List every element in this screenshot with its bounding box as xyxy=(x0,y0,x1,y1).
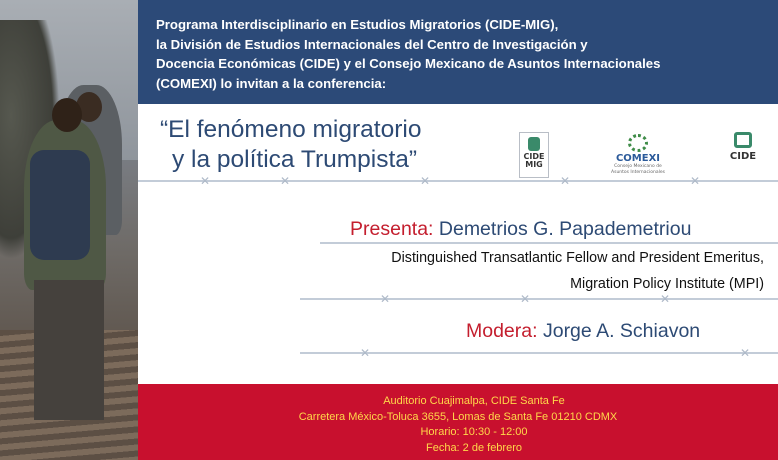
moderator-line xyxy=(466,320,700,343)
barb-icon: ✕ xyxy=(280,174,291,188)
cide-logo-text: CIDE xyxy=(729,151,757,162)
barbed-wire-decoration xyxy=(300,298,778,300)
speaker-label: Presenta: xyxy=(350,218,434,240)
barbed-wire-decoration xyxy=(138,180,778,182)
barb-icon: ✕ xyxy=(690,174,701,188)
barb-icon: ✕ xyxy=(380,292,391,306)
speaker-affiliation-line-2: Migration Policy Institute (MPI) xyxy=(570,276,764,292)
barb-icon: ✕ xyxy=(740,346,751,360)
header-line: (COMEXI) lo invitan a la conferencia: xyxy=(156,75,387,91)
title-line-2: y la política Trumpista” xyxy=(172,146,418,173)
photo-person-front-head xyxy=(52,98,82,132)
conference-title xyxy=(160,115,421,175)
header-line: Programa Interdisciplinario en Estudios Migratorios (CIDE-MIG), xyxy=(156,17,559,32)
schedule-text: Horario: 10:30 - 12:00 xyxy=(420,426,528,438)
title-line-1: “El fenómeno migratorio xyxy=(160,116,422,143)
invitation-header xyxy=(138,0,778,104)
barb-icon: ✕ xyxy=(560,174,571,188)
comexi-logo xyxy=(607,132,669,178)
barb-icon: ✕ xyxy=(660,292,671,306)
cide-logo-icon xyxy=(734,132,752,148)
venue-text: Auditorio Cuajimalpa, CIDE Santa Fe xyxy=(383,395,565,407)
cide-mig-logo-text-1: CIDE xyxy=(523,152,545,161)
header-line: la División de Estudios Internacionales del Centro de Investigación y xyxy=(156,36,588,52)
cide-mig-logo-icon xyxy=(528,137,540,151)
moderator-label: Modera: xyxy=(466,320,538,342)
moderator-name: Jorge A. Schiavon xyxy=(542,320,701,342)
speaker-affiliation-line-1: Distinguished Transatlantic Fellow and President Emeritus, xyxy=(391,250,764,266)
cide-mig-logo-text-2: MIG xyxy=(525,160,543,169)
photo-backpack xyxy=(30,150,90,260)
date-text: Fecha: 2 de febrero xyxy=(425,441,522,454)
barb-icon: ✕ xyxy=(420,174,431,188)
comexi-logo-icon xyxy=(628,134,648,152)
comexi-logo-text: COMEXI xyxy=(615,153,661,164)
barbed-wire-decoration xyxy=(320,242,778,244)
event-details-footer xyxy=(138,384,778,460)
speaker-line xyxy=(350,218,691,241)
barb-icon: ✕ xyxy=(360,346,371,360)
photo-person-legs xyxy=(34,280,104,420)
migrants-photo xyxy=(0,0,138,460)
barb-icon: ✕ xyxy=(200,174,211,188)
cide-logo xyxy=(726,132,760,172)
speaker-name: Demetrios G. Papademetriou xyxy=(438,218,692,240)
comexi-logo-subtext: Consejo Mexicano de Asuntos Internacionales xyxy=(611,164,665,175)
header-line: Docencia Económicas (CIDE) y el Consejo Mexicano de Asuntos Internacionales xyxy=(156,56,661,71)
address-text: Carretera México-Toluca 3655, Lomas de Santa Fe 01210 CDMX xyxy=(298,410,618,423)
barb-icon: ✕ xyxy=(520,292,531,306)
cide-mig-logo xyxy=(519,132,549,178)
